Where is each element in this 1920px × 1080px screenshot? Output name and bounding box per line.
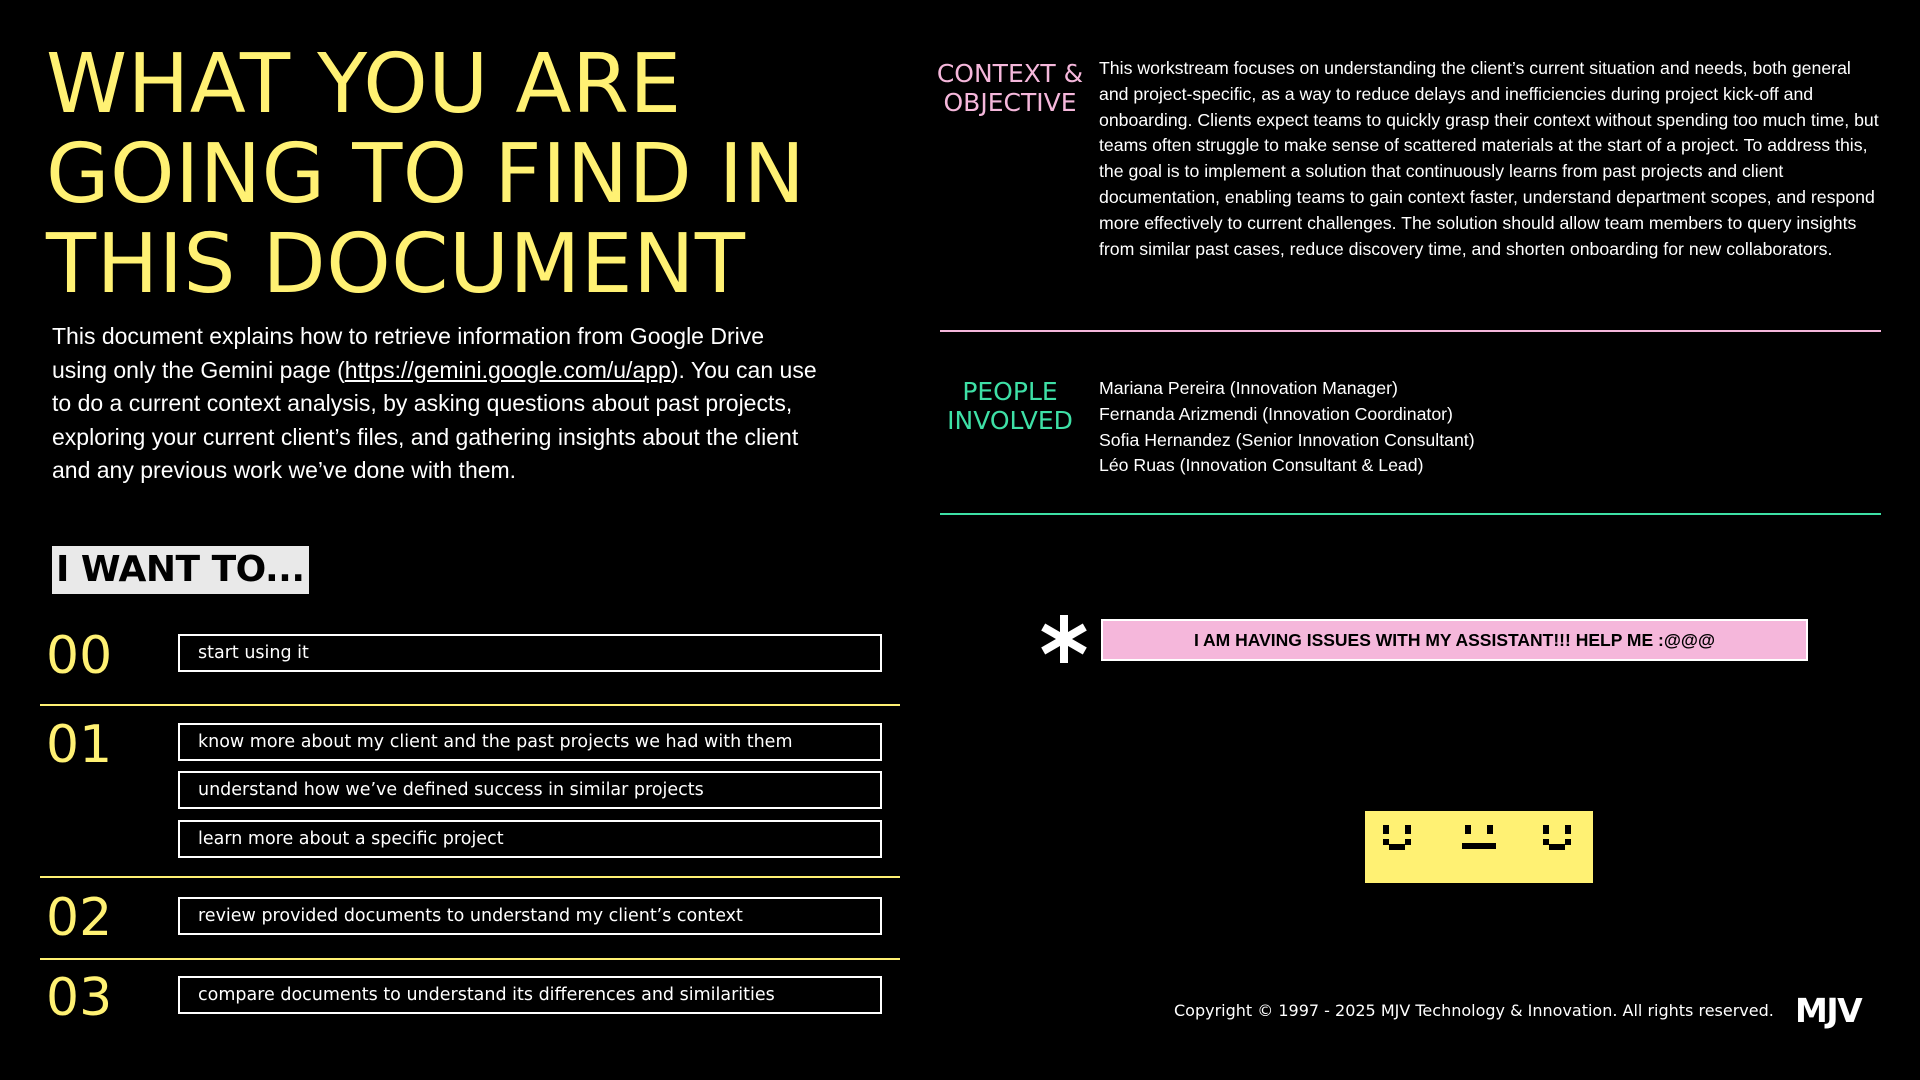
asterisk-icon — [1036, 611, 1092, 667]
divider — [40, 958, 900, 960]
label-line: OBJECTIVE — [943, 88, 1077, 117]
context-objective-label — [930, 59, 1090, 117]
option-review-documents[interactable]: review provided documents to understand my client’s context — [178, 897, 882, 935]
title-line: THIS DOCUMENT — [46, 217, 746, 312]
divider — [940, 513, 1881, 515]
intro-text: This document explains how to retrieve information from Google Drive using only the Gemini page ( — [52, 323, 765, 383]
option-success-definition[interactable]: understand how we’ve defined success in similar projects — [178, 771, 882, 809]
option-number: 02 — [46, 888, 113, 948]
mjv-logo: MJV — [1795, 991, 1862, 1030]
option-specific-project[interactable]: learn more about a specific project — [178, 820, 882, 858]
label-line: INVOLVED — [947, 406, 1073, 435]
divider — [40, 876, 900, 878]
title-line: WHAT YOU ARE — [46, 37, 682, 132]
people-list — [1099, 376, 1799, 479]
person-item: Fernanda Arizmendi (Innovation Coordinator) — [1099, 403, 1453, 424]
option-know-client[interactable]: know more about my client and the past projects we had with them — [178, 723, 882, 761]
divider — [940, 330, 1881, 332]
gemini-link[interactable]: https://gemini.google.com/u/app — [344, 356, 671, 383]
context-description: This workstream focuses on understanding the client’s current situation and needs, both general and project-specific, as a way to reduce delays and inefficiencies during project kick-off and onboarding. Clients expect teams to quickly grasp their context without spending too much time, but teams often struggle to make sense of scattered materials at the start of a project. To address this, the goal is to implement a solution that continuously learns from past projects and client documentation, enabling teams to gain context faster, understand department scopes, and respond more effectively to current challenges. The solution should allow team members to query insights from similar past cases, reduce discovery time, and shorten onboarding for new collaborators. — [1099, 58, 1879, 259]
option-compare-documents[interactable]: compare documents to understand its differences and similarities — [178, 976, 882, 1014]
option-number: 01 — [46, 715, 113, 775]
people-involved-label — [930, 377, 1090, 435]
person-item: Sofia Hernandez (Senior Innovation Consultant) — [1099, 429, 1475, 450]
intro-text: ). You can use to do a current context analysis, by asking questions about past projects, exploring your current client’s files, and gathering insights about the client and any previous work we’ve done with them. — [52, 356, 817, 483]
copyright-text: Copyright © 1997 - 2025 MJV Technology & Innovation. All rights reserved. — [1174, 1001, 1774, 1020]
option-number: 00 — [46, 626, 113, 686]
title-line: GOING TO FIND IN — [46, 127, 806, 222]
person-item: Mariana Pereira (Innovation Manager) — [1099, 378, 1398, 398]
pixel-smiley-faces — [1365, 811, 1593, 883]
i-want-to-heading: I WANT TO... — [52, 546, 309, 594]
person-item: Léo Ruas (Innovation Consultant & Lead) — [1099, 455, 1424, 476]
divider — [40, 704, 900, 706]
label-line: PEOPLE — [962, 377, 1058, 406]
page-title — [46, 37, 906, 312]
option-number: 03 — [46, 968, 113, 1028]
label-line: CONTEXT & — [936, 59, 1084, 88]
help-assistant-button[interactable]: I AM HAVING ISSUES WITH MY ASSISTANT!!! HELP ME :@@@ — [1101, 619, 1808, 661]
option-start-using-it[interactable]: start using it — [178, 634, 882, 672]
intro-paragraph — [52, 320, 822, 488]
